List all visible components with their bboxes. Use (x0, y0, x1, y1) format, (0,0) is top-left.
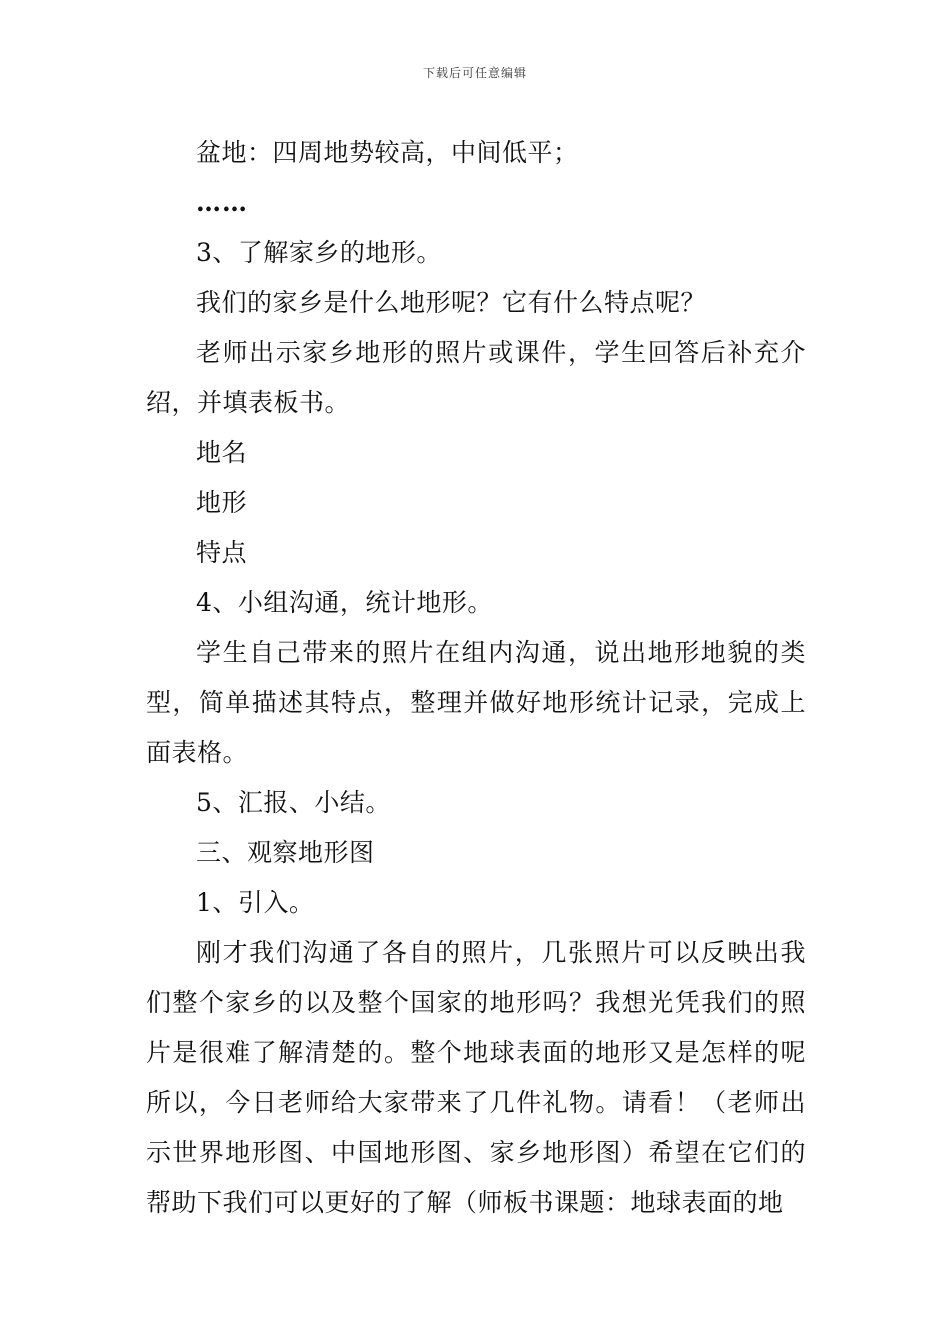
paragraph-step-3: 3、了解家乡的地形。 (196, 238, 442, 267)
table-label-landform: 地形 (196, 488, 248, 517)
paragraph-step-5: 5、汇报、小结。 (196, 788, 391, 817)
header-note: 下载后可任意编辑 (422, 66, 527, 80)
paragraph-intro-text: 刚才我们沟通了各自的照片，几张照片可以反映出我们整个家乡的以及整个国家的地形吗？我想光凭我们的照片是很难了解清楚的。整个地球表面的地形又是怎样的呢所以，今日老师给大家带来了几件礼物。请看！（老师出示世界地形图、中国地形图、家乡地形图）希望在它们的帮助下我们可以更好的了解（师板书课题：地球表面的地 (146, 938, 806, 1217)
paragraph-ellipsis: …… (196, 188, 248, 217)
paragraph-basin-definition: 盆地：四周地势较高，中间低平； (196, 138, 579, 167)
paragraph-step-1-intro: 1、引入。 (196, 888, 315, 917)
section-heading-observe-map: 三、观察地形图 (196, 838, 375, 867)
document-body (146, 128, 806, 1228)
paragraph-step-4: 4、小组沟通，统计地形。 (196, 588, 493, 617)
table-label-feature: 特点 (196, 538, 248, 567)
paragraph-group-exchange: 学生自己带来的照片在组内沟通，说出地形地貌的类型，简单描述其特点，整理并做好地形统计记录，完成上面表格。 (146, 638, 806, 767)
paragraph-question: 我们的家乡是什么地形呢？它有什么特点呢？ (196, 288, 707, 317)
paragraph-teacher-shows: 老师出示家乡地形的照片或课件，学生回答后补充介绍，并填表板书。 (146, 338, 806, 417)
table-label-place-name: 地名 (196, 438, 248, 467)
